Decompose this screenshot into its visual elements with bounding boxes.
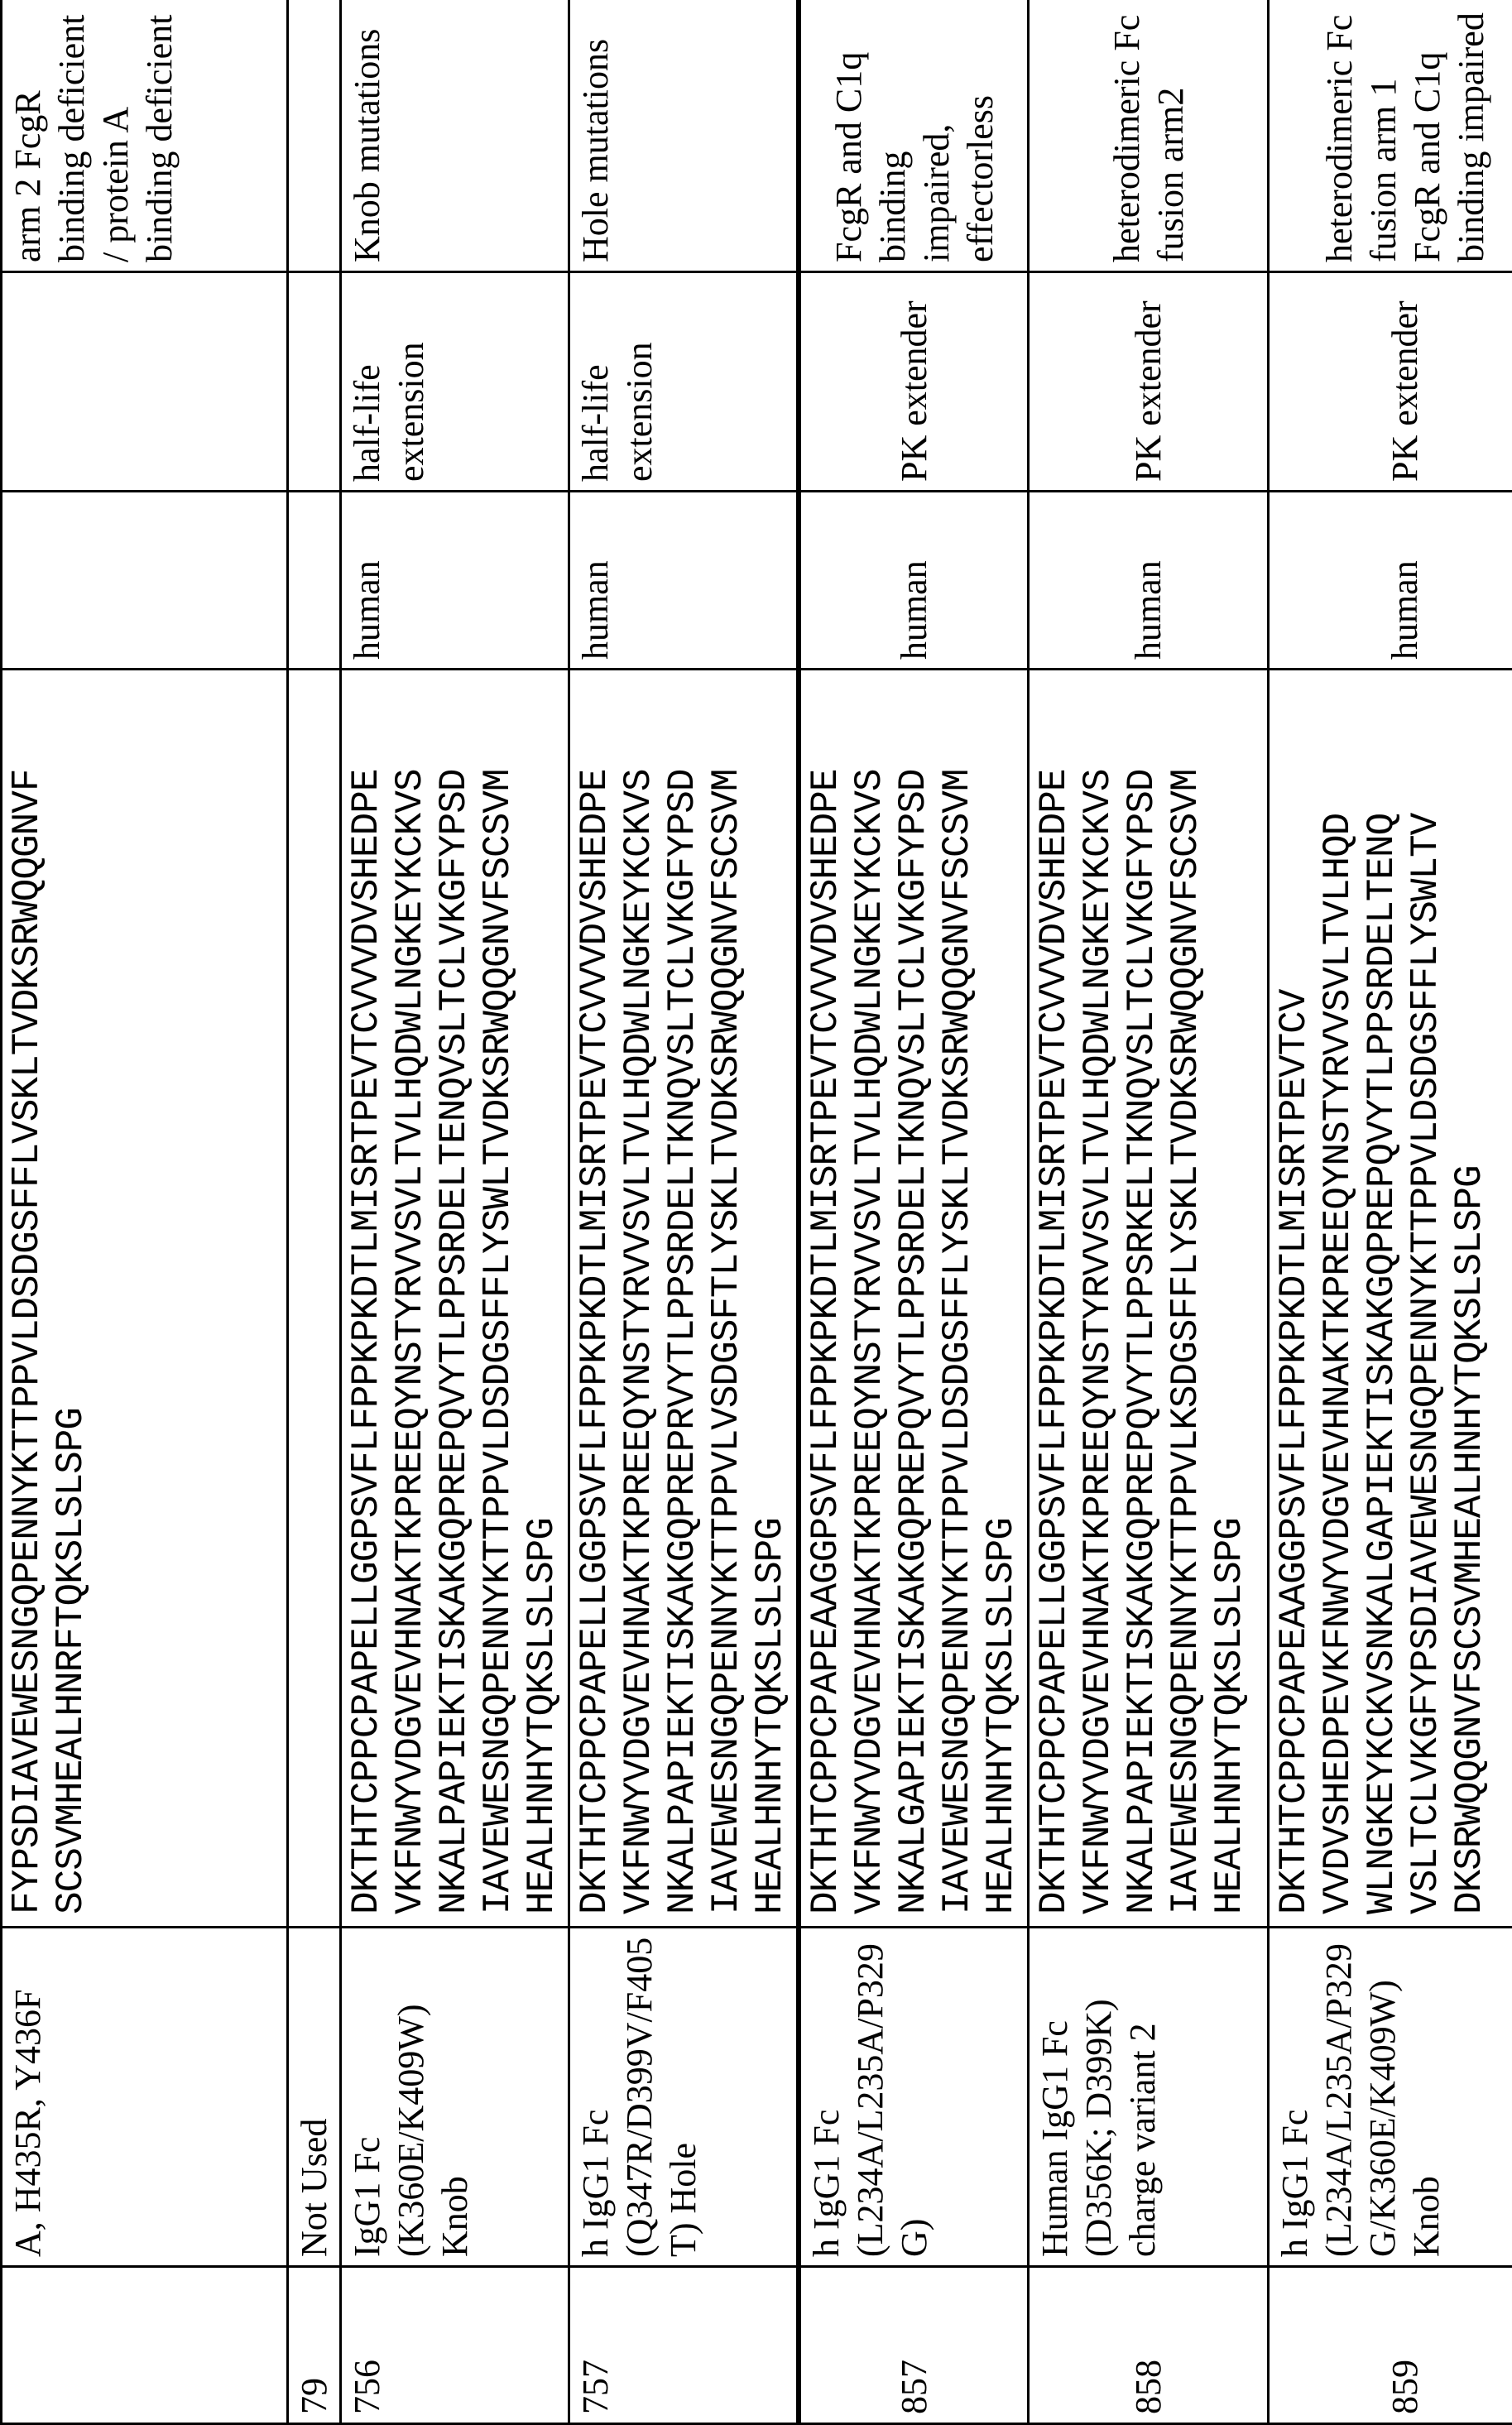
notes-cell: heterodimeric Fc fusion arm2: [1029, 0, 1269, 272]
notes-cell: Knob mutations: [341, 0, 569, 272]
sequence-line: IAVEWESNGQPENNYKTTPPVLVSDGSFTLYSKLTVDKSRWQQGNVFSCSVM: [705, 679, 749, 1914]
notes-cell: [288, 0, 341, 272]
sequence-line: DKTHTCPPCPAPELLGGPSVFLFPPKPKDTLMISRTPEVTCVVVDVSHEDPE: [1033, 679, 1077, 1914]
species-cell: [288, 492, 341, 670]
sequence-table: [0, 0, 1512, 2425]
function-cell: half-life extension: [341, 272, 569, 492]
sequence-line: VKFNWYVDGVEVHNAKTKPREEQYNSTYRVVSVLTVLHQDWLNGKEYKCKVS: [1077, 679, 1121, 1914]
name-cell: h IgG1 Fc (L234A/L235A/P329G): [799, 1928, 1029, 2267]
sequence-line: DKTHTCPPCPAPELLGGPSVFLFPPKPKDTLMISRTPEVTCVVVDVSHEDPE: [345, 679, 389, 1914]
notes-cell: heterodimeric Fc fusion arm 1 FcgR and C1q binding impaired: [1269, 0, 1512, 272]
sequence-cell: [569, 670, 799, 1928]
function-cell: [2, 272, 288, 492]
seq-id-cell: 79: [288, 2267, 341, 2424]
name-cell: IgG1 Fc (K360E/K409W) Knob: [341, 1928, 569, 2267]
species-cell: human: [1029, 492, 1269, 670]
sequence-cell: [2, 670, 288, 1928]
sequence-line: IAVEWESNGQPENNYKTTPPVLKSDGSFFLYSKLTVDKSRWQQGNVFSCSVM: [1164, 679, 1208, 1914]
name-cell: A, H435R, Y436F: [2, 1928, 288, 2267]
sequence-line: DKSRWQQGNVFSCSVMHEALHNHYTQKSLSLSPG: [1448, 679, 1492, 1914]
seq-id-cell: 756: [341, 2267, 569, 2424]
name-cell: h IgG1 Fc (Q347R/D399V/F405T) Hole: [569, 1928, 799, 2267]
notes-cell: Hole mutations: [569, 0, 799, 272]
function-cell: PK extender: [799, 272, 1029, 492]
sequence-line: HEALHNHYTQKSLSLSPG: [521, 679, 564, 1914]
name-cell: Not Used: [288, 1928, 341, 2267]
function-cell: [288, 272, 341, 492]
table-row: [569, 0, 799, 2424]
sequence-cell: [1269, 670, 1512, 1928]
species-cell: human: [569, 492, 799, 670]
sequence-cell: [799, 670, 1029, 1928]
sequence-line: VVDVSHEDPEVKFNWYVDGVEVHNAKTKPREEQYNSTYRVVSVLTVLHQD: [1317, 679, 1361, 1914]
table-row: [799, 0, 1029, 2424]
sequence-line: NKALPAPIEKTISKAKGQPREPQVYTLPPSRKELTKNQVSLTCLVKGFYPSD: [1121, 679, 1164, 1914]
table-row: [341, 0, 569, 2424]
table-row: [1269, 0, 1512, 2424]
sequence-line: FYPSDIAVEWESNGQPENNYKTTPPVLDSDGSFFLVSKLTVDKSRWQQGNVF: [6, 679, 50, 1914]
rotated-table-page: [0, 0, 1512, 2425]
sequence-line: VKFNWYVDGVEVHNAKTKPREEQYNSTYRVVSVLTVLHQDWLNGKEYKCKVS: [389, 679, 433, 1914]
sequence-line: DKTHTCPPCPAPEAAGGPSVFLFPPKPKDTLMISRTPEVTCV: [1273, 679, 1317, 1914]
sequence-line: NKALPAPIEKTISKAKGQPREPRVYTLPPSRDELTKNQVSLTCLVKGFYPSD: [661, 679, 705, 1914]
sequence-line: IAVEWESNGQPENNYKTTPPVLDSDGSFFLYSKLTVDKSRWQQGNVFSCSVM: [936, 679, 980, 1914]
species-cell: human: [799, 492, 1029, 670]
name-cell: h IgG1 Fc (L234A/L235A/P329G/K360E/K409W) Knob: [1269, 1928, 1512, 2267]
sequence-line: DKTHTCPPCPAPEAAGGPSVFLFPPKPKDTLMISRTPEVTCVVVDVSHEDPE: [804, 679, 848, 1914]
table-row: [288, 0, 341, 2424]
sequence-cell: [288, 670, 341, 1928]
table-row: [1029, 0, 1269, 2424]
sequence-cell: [341, 670, 569, 1928]
sequence-line: IAVEWESNGQPENNYKTTPPVLDSDGSFFLYSWLTVDKSRWQQGNVFSCSVM: [477, 679, 521, 1914]
function-cell: half-life extension: [569, 272, 799, 492]
table-row: [2, 0, 288, 2424]
sequence-line: NKALGAPIEKTISKAKGQPREPQVYTLPPSRDELTKNQVSLTCLVKGFYPSD: [892, 679, 936, 1914]
sequence-line: VKFNWYVDGVEVHNAKTKPREEQYNSTYRVVSVLTVLHQDWLNGKEYKCKVS: [617, 679, 661, 1914]
sequence-line: SCSVMHEALHNRFTQKSLSLSPG: [50, 679, 94, 1914]
notes-cell: arm 2 FcgR binding deficient / protein A binding deficient: [2, 0, 288, 272]
sequence-line: VKFNWYVDGVEVHNAKTKPREEQYNSTYRVVSVLTVLHQDWLNGKEYKCKVS: [848, 679, 892, 1914]
species-cell: human: [1269, 492, 1512, 670]
seq-id-cell: [2, 2267, 288, 2424]
sequence-cell: [1029, 670, 1269, 1928]
seq-id-cell: 857: [799, 2267, 1029, 2424]
sequence-line: WLNGKEYKCKVSNKALGAPIEKTISKAKGQPREPQVYTLPPSRDELTENQ: [1361, 679, 1404, 1914]
sequence-line: NKALPAPIEKTISKAKGQPREPQVYTLPPSRDELTENQVSLTCLVKGFYPSD: [433, 679, 477, 1914]
seq-id-cell: 757: [569, 2267, 799, 2424]
species-cell: [2, 492, 288, 670]
function-cell: PK extender: [1269, 272, 1512, 492]
sequence-line: HEALHNHYTQKSLSLSPG: [980, 679, 1024, 1914]
sequence-line: HEALHNHYTQKSLSLSPG: [1208, 679, 1252, 1914]
sequence-line: HEALHNHYTQKSLSLSPG: [749, 679, 793, 1914]
notes-cell: FcgR and C1q binding impaired, effectorless: [799, 0, 1029, 272]
function-cell: PK extender: [1029, 272, 1269, 492]
sequence-line: VSLTCLVKGFYPSDIAVEWESNGQPENNYKTTPPVLDSDGSFFLYSWLTV: [1404, 679, 1448, 1914]
seq-id-cell: 859: [1269, 2267, 1512, 2424]
species-cell: human: [341, 492, 569, 670]
seq-id-cell: 858: [1029, 2267, 1269, 2424]
sequence-line: DKTHTCPPCPAPELLGGPSVFLFPPKPKDTLMISRTPEVTCVVVDVSHEDPE: [574, 679, 617, 1914]
name-cell: Human IgG1 Fc (D356K; D399K) charge variant 2: [1029, 1928, 1269, 2267]
